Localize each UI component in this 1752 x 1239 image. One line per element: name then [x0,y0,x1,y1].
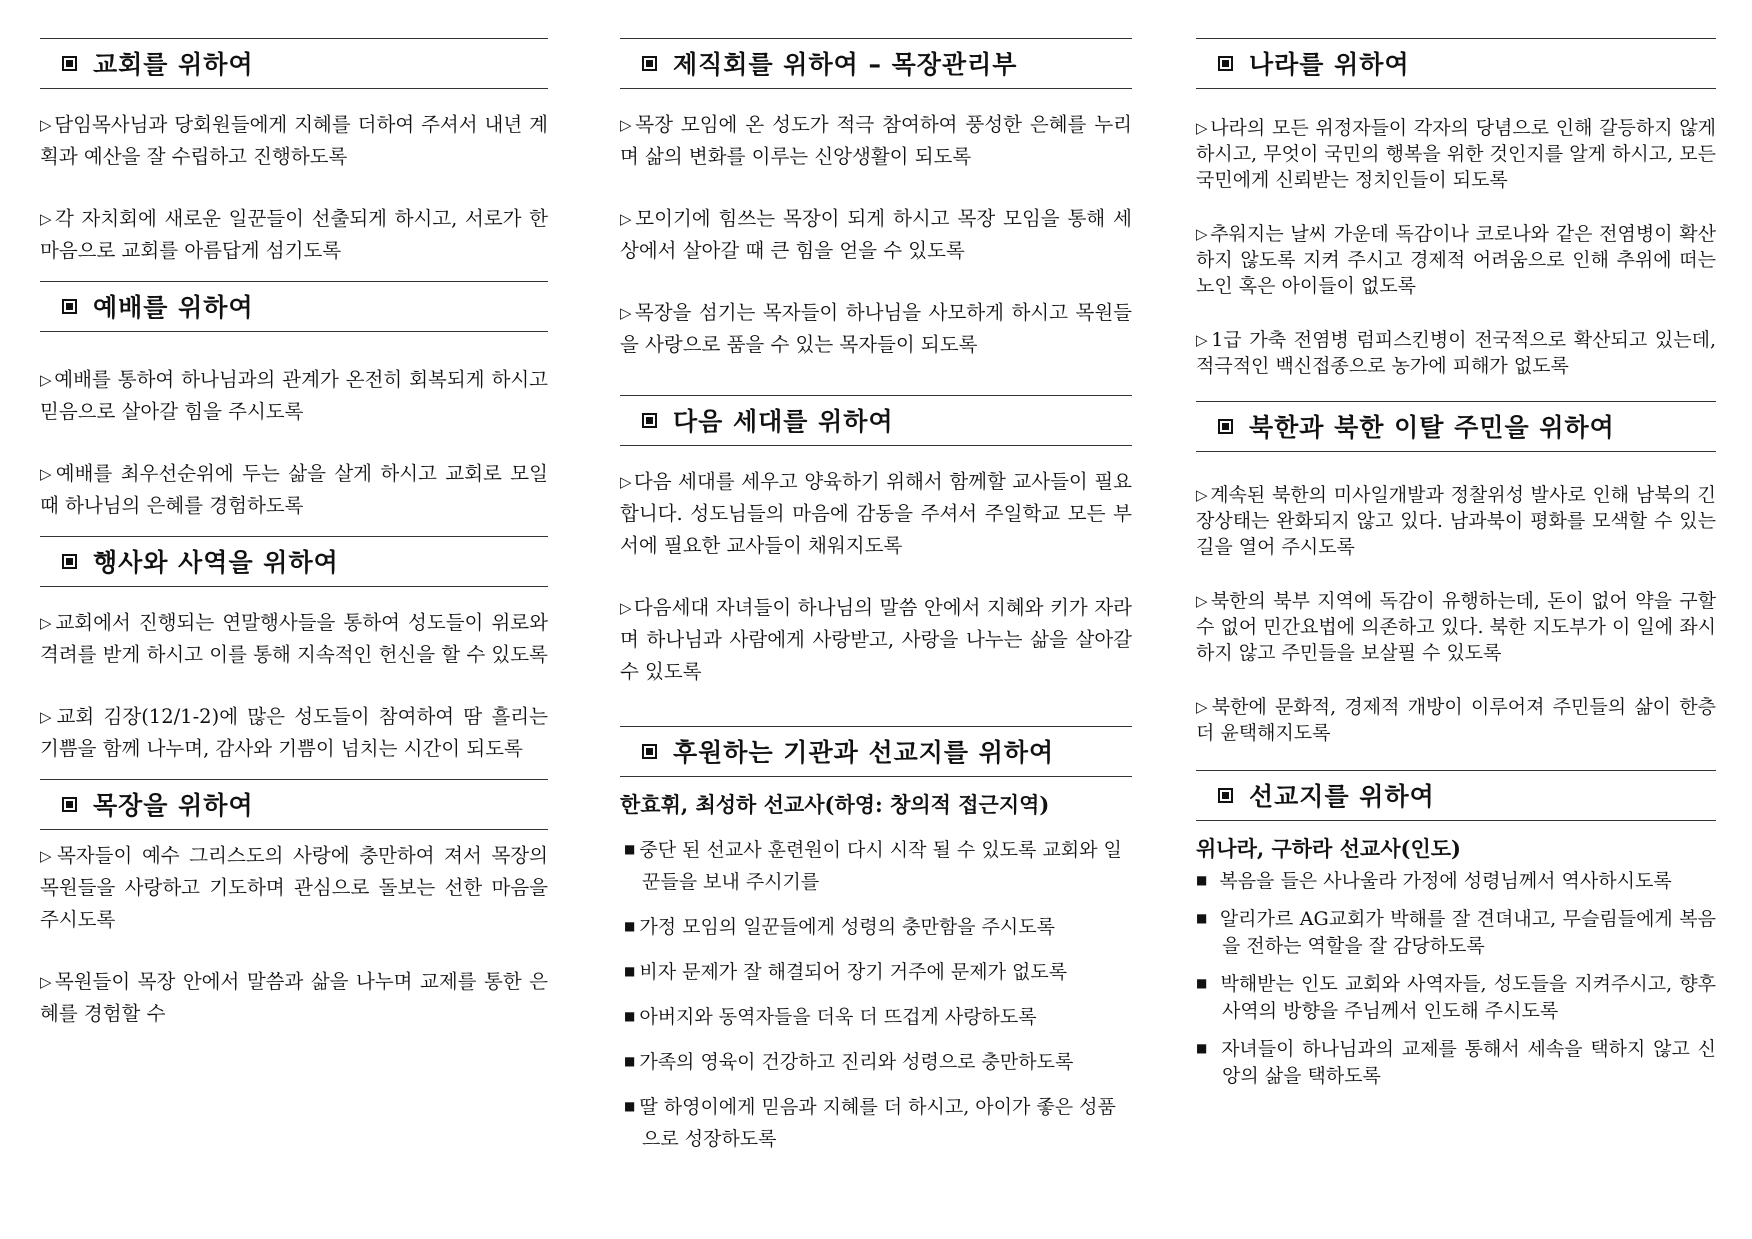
prayer-bullet: ■ 알리가르 AG교회가 박해를 잘 견뎌내고, 무슬림들에게 복음을 전하는 역할을 잘 감당하도록 [1196,908,1716,957]
section-marker-icon [62,299,77,314]
prayer-item: ▷ 각 자치회에 새로운 일꾼들이 선출되게 하시고, 서로가 한 마음으로 교회를 아름답게 섬기도록 [40,207,548,262]
prayer-item: ▷ 담임목사님과 당회원들에게 지혜를 더하여 주셔서 내년 계획과 예산을 잘 수립하고 진행하도록 [40,113,548,168]
section-title: 북한과 북한 이탈 주민을 위하여 [1249,413,1615,442]
prayer-bullet: ■ 가족의 영육이 건강하고 진리와 성령으로 충만하도록 [624,1051,1074,1073]
prayer-bullet: ■ 비자 문제가 잘 해결되어 장기 거주에 문제가 없도록 [624,961,1068,983]
column-3 [1196,38,1716,1100]
prayer-item: ▷ 북한의 북부 지역에 독감이 유행하는데, 돈이 없어 약을 구할 수 없어 민간요법에 의존하고 있다. 북한 지도부가 이 일에 좌시하지 않고 주민들을 보살필 수 있도록 [1196,590,1716,664]
section-heading [1196,401,1716,452]
square-bullet-icon: ■ [624,1009,636,1023]
prayer-item: ▷ 계속된 북한의 미사일개발과 정찰위성 발사로 인해 남북의 긴장상태는 완화되지 않고 있다. 남과북이 평화를 모색할 수 있는 길을 열어 주시도록 [1196,484,1716,558]
section-title: 행사와 사역을 위하여 [93,548,339,577]
prayer-item: ▷ 다음 세대를 세우고 양육하기 위해서 함께할 교사들이 필요합니다. 성도님들의 마음에 감동을 주셔서 주일학교 모든 부서에 필요한 교사들이 채워지도록 [620,470,1132,557]
section-marker-icon [642,413,657,428]
prayer-bullet: ■ 자녀들이 하나님과의 교제를 통해서 세속을 택하지 않고 신앙의 삶을 택하도록 [1196,1038,1716,1087]
column-2 [620,38,1132,1167]
missionary-name: 위나라, 구하라 선교사(인도) [1196,836,1461,861]
section-title: 목장을 위하여 [93,791,254,820]
triangle-bullet-icon: ▷ [620,304,633,322]
square-bullet-icon: ■ [1196,911,1208,925]
prayer-bullet: ■ 아버지와 동역자들을 더욱 더 뜨겁게 사랑하도록 [624,1006,1037,1028]
section-heading [40,281,548,332]
triangle-bullet-icon: ▷ [1196,698,1210,716]
prayer-bullet: ■ 복음을 들은 사나울라 가정에 성령님께서 역사하시도록 [1196,870,1672,892]
section-title: 나라를 위하여 [1249,50,1410,79]
section-heading [1196,770,1716,821]
triangle-bullet-icon: ▷ [620,599,632,617]
triangle-bullet-icon: ▷ [40,708,55,726]
triangle-bullet-icon: ▷ [40,465,54,483]
prayer-item: ▷ 모이기에 힘쓰는 목장이 되게 하시고 목장 모임을 통해 세상에서 살아갈 때 큰 힘을 얻을 수 있도록 [620,207,1132,262]
prayer-item: ▷ 예배를 최우선순위에 두는 삶을 살게 하시고 교회로 모일 때 하나님의 은혜를 경험하도록 [40,462,548,517]
section-heading [620,38,1132,89]
square-bullet-icon: ■ [624,919,636,933]
missionary-name: 한효휘, 최성하 선교사(하영: 창의적 접근지역) [620,792,1050,817]
prayer-item: ▷ 목원들이 목장 안에서 말씀과 삶을 나누며 교제를 통한 은혜를 경험할 수 [40,970,548,1025]
column-1 [40,38,548,1060]
prayer-item: ▷ 추워지는 날씨 가운데 독감이나 코로나와 같은 전염병이 확산하지 않도록 지켜 주시고 경제적 어려움으로 인해 추위에 떠는 노인 혹은 아이들이 없도록 [1196,223,1716,297]
prayer-item: ▷ 교회 김장(12/1-2)에 많은 성도들이 참여하여 땀 흘리는 기쁨을 함께 나누며, 감사와 기쁨이 넘치는 시간이 되도록 [40,705,548,760]
square-bullet-icon: ■ [624,964,636,978]
prayer-item: ▷ 목장 모임에 온 성도가 적극 참여하여 풍성한 은혜를 누리며 삶의 변화를 이루는 신앙생활이 되도록 [620,113,1132,168]
triangle-bullet-icon: ▷ [40,116,53,134]
triangle-bullet-icon: ▷ [40,973,53,991]
section-heading [40,779,548,830]
section-marker-icon [62,56,77,71]
section-title: 선교지를 위하여 [1249,782,1435,811]
triangle-bullet-icon: ▷ [1196,592,1209,610]
square-bullet-icon: ■ [624,842,636,856]
section-title: 예배를 위하여 [93,293,254,322]
prayer-item: ▷ 교회에서 진행되는 연말행사들을 통하여 성도들이 위로와 격려를 받게 하시고 이를 통해 지속적인 헌신을 할 수 있도록 [40,611,548,666]
section-title: 다음 세대를 위하여 [673,407,894,436]
prayer-item: ▷ 나라의 모든 위정자들이 각자의 당념으로 인해 갈등하지 않게 하시고, 무엇이 국민의 행복을 위한 것인지를 알게 하시고, 모든 국민에게 신뢰받는 정치인들이 되도록 [1196,117,1716,191]
section-title: 제직회를 위하여 – 목장관리부 [673,50,1018,79]
triangle-bullet-icon: ▷ [1196,486,1209,504]
square-bullet-icon: ■ [624,1099,636,1113]
section-marker-icon [1218,419,1233,434]
square-bullet-icon: ■ [1196,873,1208,887]
triangle-bullet-icon: ▷ [1196,119,1209,137]
section-title: 교회를 위하여 [93,50,254,79]
section-heading [40,38,548,89]
square-bullet-icon: ■ [1196,1041,1210,1055]
prayer-item: ▷ 다음세대 자녀들이 하나님의 말씀 안에서 지혜와 키가 자라며 하나님과 사람에게 사랑받고, 사랑을 나누는 삶을 살아갈 수 있도록 [620,596,1132,683]
prayer-item: ▷ 목장을 섬기는 목자들이 하나님을 사모하게 하시고 목원들을 사랑으로 품을 수 있는 목자들이 되도록 [620,301,1133,356]
triangle-bullet-icon: ▷ [40,614,54,632]
section-heading [620,726,1132,777]
triangle-bullet-icon: ▷ [620,116,634,134]
triangle-bullet-icon: ▷ [620,210,634,228]
triangle-bullet-icon: ▷ [40,847,55,865]
section-title: 후원하는 기관과 선교지를 위하여 [673,738,1055,767]
square-bullet-icon: ■ [624,1054,636,1068]
triangle-bullet-icon: ▷ [40,371,53,389]
triangle-bullet-icon: ▷ [1196,331,1210,349]
prayer-bullet: ■ 가정 모임의 일꾼들에게 성령의 충만함을 주시도록 [624,916,1055,938]
section-marker-icon [642,744,657,759]
section-heading [620,395,1132,446]
prayer-bullet: ■ 박해받는 인도 교회와 사역자들, 성도들을 지켜주시고, 향후 사역의 방향을 주님께서 인도해 주시도록 [1196,973,1716,1022]
triangle-bullet-icon: ▷ [40,210,53,228]
section-marker-icon [62,554,77,569]
square-bullet-icon: ■ [1196,976,1209,990]
section-heading [40,536,548,587]
section-marker-icon [642,56,657,71]
prayer-bullet: ■ 중단 된 선교사 훈련원이 다시 시작 될 수 있도록 교회와 일꾼들을 보내 주시기를 [624,839,1122,893]
section-marker-icon [1218,788,1233,803]
triangle-bullet-icon: ▷ [1196,225,1209,243]
section-marker-icon [62,797,77,812]
triangle-bullet-icon: ▷ [620,473,632,491]
prayer-item: ▷ 목자들이 예수 그리스도의 사랑에 충만하여 져서 목장의 목원들을 사랑하고 기도하며 관심으로 돌보는 선한 마음을 주시도록 [40,844,548,931]
section-heading [1196,38,1716,89]
prayer-item: ▷ 1급 가축 전염병 럼피스킨병이 전국적으로 확산되고 있는데, 적극적인 백신접종으로 농가에 피해가 없도록 [1196,329,1716,377]
prayer-item: ▷ 예배를 통하여 하나님과의 관계가 온전히 회복되게 하시고 믿음으로 살아갈 힘을 주시도록 [40,368,548,423]
prayer-item: ▷ 북한에 문화적, 경제적 개방이 이루어져 주민들의 삶이 한층 더 윤택해지도록 [1196,696,1716,744]
prayer-bullet: ■ 딸 하영이에게 믿음과 지혜를 더 하시고, 아이가 좋은 성품으로 성장하도록 [624,1096,1116,1150]
section-marker-icon [1218,56,1233,71]
